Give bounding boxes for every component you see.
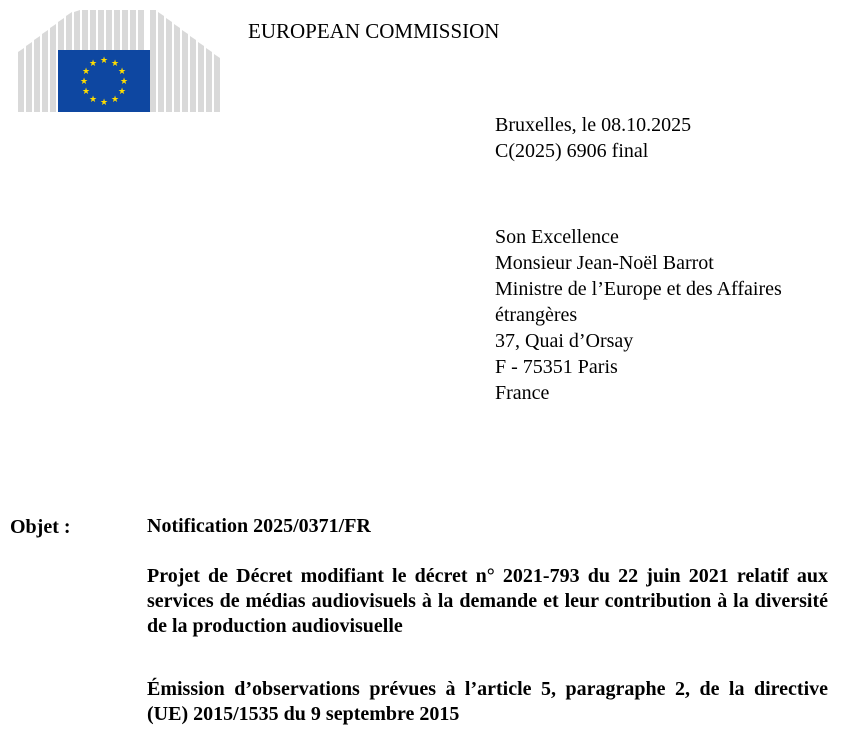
notification-number: Notification 2025/0371/FR [147,515,371,537]
recipient-line: F - 75351 Paris [495,356,618,378]
subject-observations: Émission d’observations prévues à l’article 5, paragraphe 2, de la directive (UE) 2015/1535 du 9 septembre 2015 [147,678,828,725]
svg-text:★: ★ [110,95,120,105]
recipient-line: France [495,382,550,404]
recipient-line: 37, Quai d’Orsay [495,330,634,352]
svg-text:★: ★ [99,56,109,66]
recipient-line: Son Excellence [495,226,619,248]
svg-text:★: ★ [81,67,91,77]
recipient-address [495,224,782,406]
svg-text:★: ★ [99,98,109,108]
svg-text:★: ★ [117,87,127,97]
recipient-line: Ministre de l’Europe et des Affaires [495,278,782,300]
recipient-line: étrangères [495,304,578,326]
svg-text:★: ★ [81,87,91,97]
svg-text:★: ★ [110,59,120,69]
date-reference-block [495,112,691,164]
european-commission-logo-icon [18,10,226,112]
svg-text:★: ★ [88,59,98,69]
svg-text:★: ★ [88,95,98,105]
subject-title: Projet de Décret modifiant le décret n° 2021-793 du 22 juin 2021 relatif aux services de médias audiovisuels à la demande et leur contribution à la diversité de la production audiovisuelle [147,565,828,637]
svg-text:★: ★ [119,77,129,87]
svg-text:★: ★ [117,67,127,77]
recipient-line: Monsieur Jean-Noël Barrot [495,252,714,274]
organization-name: EUROPEAN COMMISSION [248,19,500,43]
document-reference: C(2025) 6906 final [495,140,649,162]
svg-text:★: ★ [79,77,89,87]
place-date: Bruxelles, le 08.10.2025 [495,114,692,136]
subject-label: Objet : [10,516,71,538]
